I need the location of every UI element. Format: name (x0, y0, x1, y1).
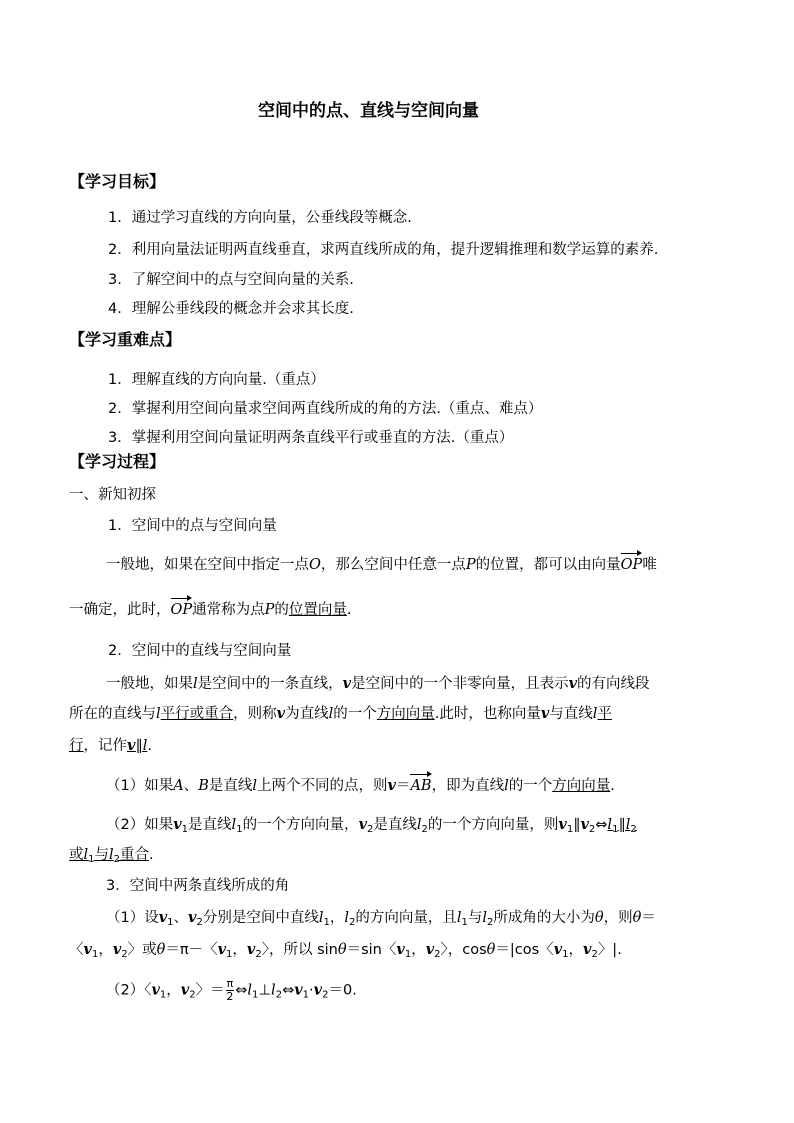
goal-item: 3．了解空间中的点与空间向量的关系. (108, 272, 354, 288)
list-item: （1）如果A、B是直线l上两个不同的点，则v＝AB，即为直线l的一个方向向量. (106, 777, 615, 794)
vector-op: OP (170, 602, 193, 618)
key-point-item: 1．理解直线的方向向量.（重点） (108, 372, 325, 388)
list-item: （1）设$v_1$、$v_2$分别是空间中直线$l_1$，$l_2$的方向向量，且$l_1$与$l_2$所成角的大小为θ，则θ＝ (106, 909, 656, 928)
subsection-title: 3．空间中两条直线所成的角 (106, 878, 290, 894)
heading-goals: 【学习目标】 (69, 172, 166, 191)
key-point-item: 2．掌握利用空间向量求空间两直线所成的角的方法.（重点、难点） (108, 401, 543, 417)
fraction-pi-over-2: $\frac{\pi}{2}$ (226, 977, 234, 1003)
section-part-title: 一、新知初探 (69, 487, 156, 503)
vector-ab: AB (410, 778, 432, 794)
list-item: （2）〈$v_1$，$v_2$〉＝ $\frac{\pi}{2}$ $\Leftrightarrow l_1\perp l_2\Leftrightarrow v_1\cdot v_2=0$. (106, 977, 357, 1003)
goal-item: 4．理解公垂线段的概念并会求其长度. (108, 301, 354, 317)
subsection-title: 1．空间中的点与空间向量 (108, 518, 277, 534)
paragraph-line: 一般地，如果l是空间中的一条直线，v是空间中的一个非零向量，且表示v的有向线段 (106, 675, 650, 692)
page-title: 空间中的点、直线与空间向量 (258, 101, 479, 121)
goal-item: 2．利用向量法证明两直线垂直，求两直线所成的角，提升逻辑推理和数学运算的素养. (108, 242, 659, 258)
subsection-title: 2．空间中的直线与空间向量 (108, 643, 292, 659)
key-point-item: 3．掌握利用空间向量证明两条直线平行或垂直的方法.（重点） (108, 430, 514, 446)
goal-item: 1．通过学习直线的方向向量，公垂线段等概念. (108, 210, 412, 226)
paragraph-line: 行，记作v∥l. (69, 737, 152, 754)
heading-process: 【学习过程】 (69, 452, 166, 471)
paragraph-line: 一确定，此时，OP通常称为点P的位置向量. (69, 602, 352, 618)
heading-key-points: 【学习重难点】 (69, 330, 182, 349)
list-item: （2）如果$v_1$是直线$l_1$的一个方向向量，$v_2$是直线$l_2$的一个方向向量，则$v_1\parallel v_2\Leftrightarrow l_1\parallel l_2$ (106, 816, 637, 835)
paragraph-line: 所在的直线与l平行或重合，则称v为直线l的一个方向向量.此时，也称向量v与直线l平 (69, 705, 612, 722)
list-item-continued: 或$l_1$与$l_2$重合. (69, 847, 154, 865)
vector-op: OP (620, 557, 643, 573)
paragraph-line: 一般地，如果在空间中指定一点O，那么空间中任意一点P的位置，都可以由向量OP唯 (106, 557, 657, 573)
list-item-continued: 〈$v_1$，$v_2$〉或θ＝π－〈$v_1$，$v_2$〉，所以 sinθ＝sin〈$v_1$，$v_2$〉，cosθ＝|cos〈$v_1$，$v_2$〉|. (69, 941, 622, 960)
